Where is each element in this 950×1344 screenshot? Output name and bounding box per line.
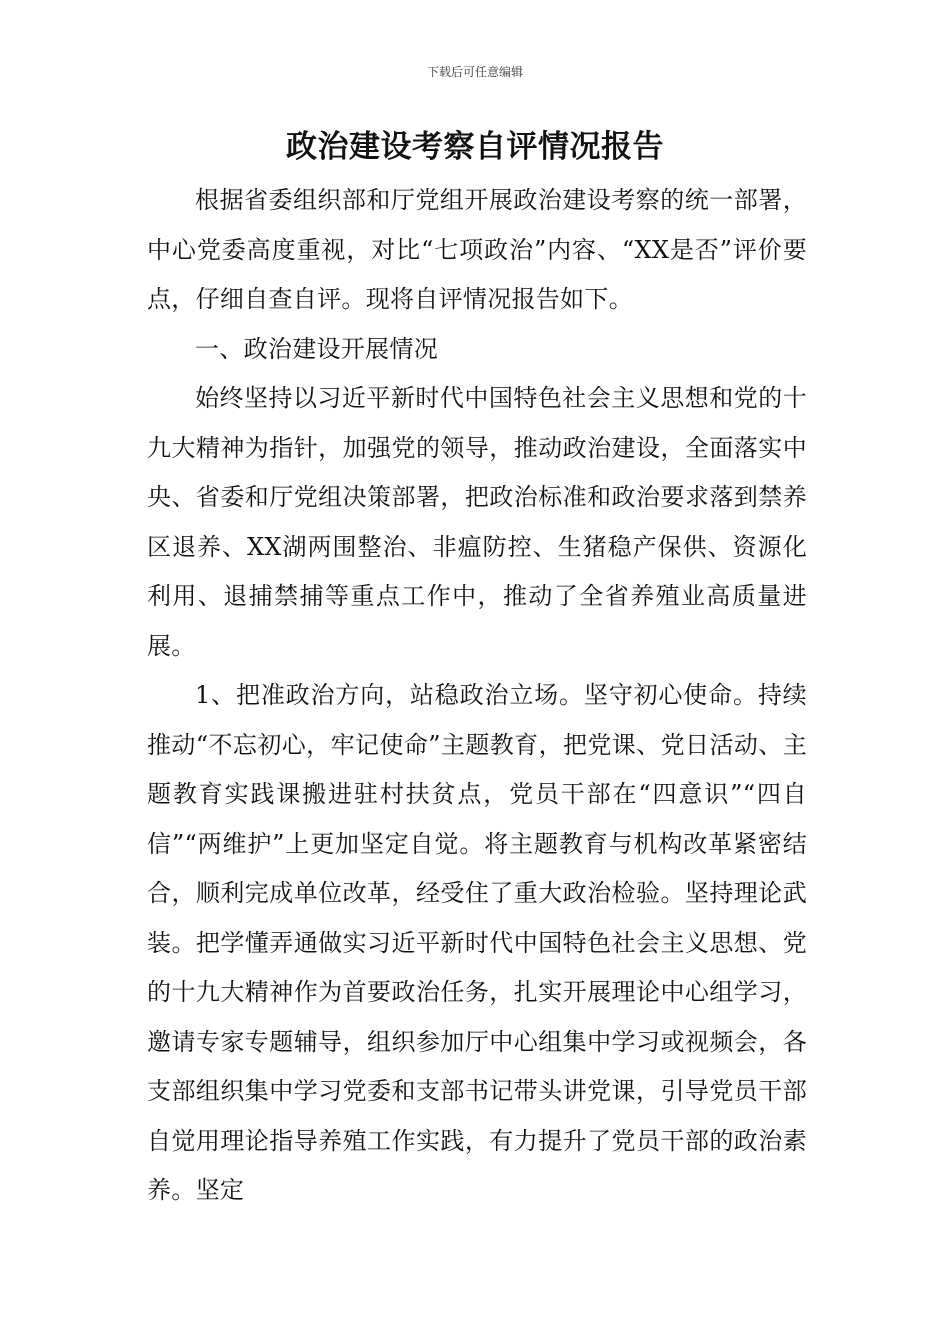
body-paragraph: 始终坚持以习近平新时代中国特色社会主义思想和党的十九大精神为指针，加强党的领导，推动政治建设，全面落实中央、省委和厅党组决策部署，把政治标准和政治要求落到禁养区退养、XX湖两围整治、非瘟防控、生猪稳产保供、资源化利用、退捕禁捕等重点工作中，推动了全省养殖业高质量进展。 xyxy=(147,384,807,660)
document-title: 政治建设考察自评情况报告 xyxy=(286,129,664,165)
section-heading: 一、政治建设开展情况 xyxy=(195,334,438,363)
intro-paragraph: 根据省委组织部和厅党组开展政治建设考察的统一部署，中心党委高度重视，对比“七项政治”内容、“XX是否”评价要点，仔细自查自评。现将自评情况报告如下。 xyxy=(147,186,807,313)
document-body xyxy=(147,176,807,1216)
header-note: 下载后可任意编辑 xyxy=(426,65,523,79)
body-paragraph: 1、把准政治方向，站稳政治立场。坚守初心使命。持续推动“不忘初心，牢记使命”主题教育，把党课、党日活动、主题教育实践课搬进驻村扶贫点，党员干部在“四意识”“四自信”“两维护”上更加坚定自觉。将主题教育与机构改革紧密结合，顺利完成单位改革，经受住了重大政治检验。坚持理论武装。把学懂弄通做实习近平新时代中国特色社会主义思想、党的十九大精神作为首要政治任务，扎实开展理论中心组学习，邀请专家专题辅导，组织参加厅中心组集中学习或视频会，各支部组织集中学习党委和支部书记带头讲党课，引导党员干部自觉用理论指导养殖工作实践，有力提升了党员干部的政治素养。坚定 xyxy=(147,681,807,1204)
